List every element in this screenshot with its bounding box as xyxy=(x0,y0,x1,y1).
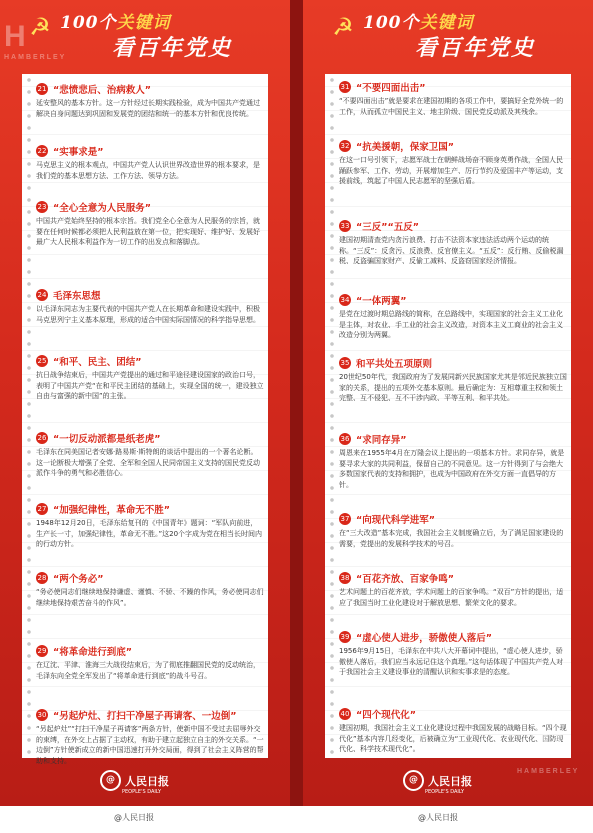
keyword-description: 1956年9月15日，毛泽东在中共八大开幕词中提出，“虚心使人进步，骄傲使人落后，我们应当永远记住这个真理。”这句话体现了中国共产党人对于我国社会主义建设事业的清醒认识和实事求是的态度。 xyxy=(339,647,564,676)
keyword-header xyxy=(36,200,264,214)
keyword-item xyxy=(36,708,264,766)
keyword-description: “务必使同志们继续地保持谦虚、谨慎、不骄、不躁的作风，务必使同志们继续地保持艰苦奋斗的作风”。 xyxy=(36,588,264,607)
keyword-description: 建国初期清查党内贪污浪费、打击不法资本家违法活动两个运动的统称。“三反”：反贪污、反浪费、反官僚主义。“五反”：反行贿、反偷税漏税、反盗骗国家财产、反偷工减料、反盗窃国家经济情报。 xyxy=(339,236,564,265)
keyword-title: “不要四面出击” xyxy=(356,83,426,94)
keyword-number-badge: 22 xyxy=(37,147,47,155)
keyword-header xyxy=(36,354,264,368)
watermark-mark: H xyxy=(541,728,563,761)
keyword-number-badge: 36 xyxy=(340,435,350,443)
keyword-description: 毛泽东在同美国记者安娜·路易斯·斯特朗的谈话中提出的一个著名论断。这一论断极大增强了全党、全军和全国人民同帝国主义支持的国民党反动派作斗争的勇气和必胜信心。 xyxy=(36,448,260,477)
keyword-title: “和平、民主、团结” xyxy=(53,357,142,368)
keyword-number-badge: 30 xyxy=(37,711,47,719)
keyword-item xyxy=(339,293,567,341)
keyword-title: “抗美援朝，保家卫国” xyxy=(356,142,454,153)
keyword-header xyxy=(36,708,264,722)
keyword-title: “百花齐放、百家争鸣” xyxy=(356,574,454,585)
keyword-title: “向现代科学进军” xyxy=(356,515,435,526)
keyword-header xyxy=(339,432,567,446)
keyword-item xyxy=(339,80,567,117)
keyword-header xyxy=(339,571,567,585)
keyword-description: 抗日战争结束后，中国共产党提出的通过和平途径建设国家的政治口号，表明了中国共产党“在和平民主团结的基础上，实现全国的统一，建设独立自由与富强的新中国”的主张。 xyxy=(36,371,264,400)
keyword-number-badge: 29 xyxy=(37,647,47,655)
keyword-number-badge: 40 xyxy=(340,710,350,718)
title-line2: 看百年党史 xyxy=(112,35,233,61)
keyword-header xyxy=(36,502,264,516)
keyword-title: 毛泽东思想 xyxy=(53,291,101,302)
keyword-number-badge: 34 xyxy=(340,296,350,304)
keyword-header xyxy=(339,356,567,370)
keyword-description: 在辽沈、平津、淮海三大战役结束后，为了彻底推翻国民党的反动统治，毛泽东向全党全军发出了“将革命进行到底”的战斗号召。 xyxy=(36,661,260,680)
keyword-header xyxy=(339,630,567,644)
keyword-item xyxy=(36,644,264,681)
keyword-header xyxy=(339,139,567,153)
keyword-number-badge: 37 xyxy=(340,515,350,523)
keyword-header xyxy=(339,512,567,526)
keyword-title: “一体两翼” xyxy=(356,296,407,307)
keyword-title: “实事求是” xyxy=(53,147,104,158)
hammer-sickle-icon: ☭ xyxy=(332,13,354,41)
notebook-paper xyxy=(325,74,571,758)
keyword-description: 建国初期，我国社会主义工业化建设过程中我国发展的战略目标。“四个现代化”基本内容几经变化，后被确立为“工业现代化、农业现代化、国防现代化、科学技术现代化”。 xyxy=(339,724,567,753)
keyword-description: 在“三大改造”基本完成，我国社会主义制度确立后，为了满足国家建设的需要，党提出的发展科学技术的号召。 xyxy=(339,529,564,548)
keyword-number-badge: 39 xyxy=(340,633,350,641)
people-daily-icon: @ xyxy=(403,770,424,791)
keyword-title: 和平共处五项原则 xyxy=(356,359,433,370)
weibo-credit: @人民日报 xyxy=(114,813,154,822)
watermark-text: HAMBERLEY xyxy=(4,54,67,61)
binding-rings xyxy=(329,74,335,758)
keyword-description: 在这一口号引领下，志愿军战士在朝鲜战场奋不顾身英勇作战，全国人民踊跃参军、工作、劳动，开展增加生产、厉行节约及爱国丰产等运动，支援前线，筑起了中国人民志愿军的坚强后盾。 xyxy=(339,156,563,185)
brand-logo xyxy=(403,770,472,795)
keyword-description: 1948年12月20日，毛泽东给复刊的《中国青年》题词：“军队向前进，生产长一寸，加强纪律性，革命无不胜。”这20个字成为党在相当长时间内的行动方针。 xyxy=(36,519,263,548)
keyword-item xyxy=(36,571,264,608)
notebook-paper xyxy=(22,74,268,765)
keyword-number-badge: 23 xyxy=(37,203,47,211)
keyword-number-badge: 21 xyxy=(37,85,47,93)
keyword-header xyxy=(36,144,264,158)
keyword-item xyxy=(36,144,264,181)
keyword-description: “不要四面出击”就是要求在建国初期的各项工作中，要搞好全党外统一的工作，从而孤立中国民主义、地主阶级、国民党反动派及其残余。 xyxy=(339,97,564,116)
keyword-number-badge: 31 xyxy=(340,83,350,91)
keyword-title: “虚心使人进步，骄傲使人落后” xyxy=(356,633,492,644)
keyword-item xyxy=(36,200,264,248)
keyword-title: “加强纪律性，革命无不胜” xyxy=(53,505,170,516)
people-daily-icon: @ xyxy=(100,770,121,791)
keyword-number-badge: 25 xyxy=(37,357,47,365)
title-line1: 100个关键词 xyxy=(60,13,171,33)
keyword-number-badge: 32 xyxy=(340,142,350,150)
keyword-item xyxy=(36,82,264,119)
poster-right xyxy=(303,0,593,806)
keyword-title: “一切反动派都是纸老虎” xyxy=(53,434,161,445)
title-line2: 看百年党史 xyxy=(415,35,536,61)
keyword-number-badge: 33 xyxy=(340,222,350,230)
keyword-title: “求同存异” xyxy=(356,435,407,446)
keyword-item xyxy=(339,219,567,267)
keyword-number-badge: 27 xyxy=(37,505,47,513)
keyword-header xyxy=(36,431,264,445)
keyword-item xyxy=(36,288,264,325)
brand-sub: PEOPLE'S DAILY xyxy=(122,789,162,795)
keyword-header xyxy=(339,80,567,94)
keyword-description: 20世纪50年代，我国政府为了发展同新兴民族国家尤其是邻近民族独立国家的关系，提出的五项外交基本原则。最后确定为：互相尊重主权和领土完整、互不侵犯、互不干涉内政、平等互利、和平共处。 xyxy=(339,373,567,402)
keyword-description: 延安整风的基本方针。这一方针经过长期实践检验，成为中国共产党通过解决自身问题达到巩固和发展党的团结和统一的基本方针和优良传统。 xyxy=(36,99,260,118)
keyword-item xyxy=(36,354,264,402)
keyword-item xyxy=(36,431,264,479)
title-line1: 100个关键词 xyxy=(363,13,474,33)
keyword-number-badge: 38 xyxy=(340,574,350,582)
keyword-number-badge: 24 xyxy=(37,291,47,299)
keyword-number-badge: 28 xyxy=(37,574,47,582)
keyword-item xyxy=(339,707,567,755)
keyword-header xyxy=(36,644,264,658)
watermark-mark: H xyxy=(4,20,26,53)
keyword-title: “另起炉灶、打扫干净屋子再请客、一边倒” xyxy=(53,711,237,722)
keyword-header xyxy=(339,707,567,721)
keyword-title: “将革命进行到底” xyxy=(53,647,132,658)
bottom-bar xyxy=(0,806,593,833)
weibo-credit: @人民日报 xyxy=(418,813,458,822)
poster-left xyxy=(0,0,290,806)
keyword-description: 周恩来在1955年4月在万隆会议上提出的一项基本方针。求同存异，就是要寻求大家的共同利益，保留自己的不同意见。这一方针得到了与会绝大多数国家代表的支持和拥护，也成为中国政府在外交方面一直倡导的方针。 xyxy=(339,449,565,489)
keyword-description: 以毛泽东同志为主要代表的中国共产党人在长期革命和建设实践中，积极马克思列宁主义基本原理，形成的适合中国实际国情况的科学指导思想。 xyxy=(36,305,260,324)
poster-header xyxy=(303,0,593,68)
keyword-header xyxy=(339,293,567,307)
keyword-item xyxy=(339,571,567,608)
keyword-item xyxy=(339,512,567,549)
brand-sub: PEOPLE'S DAILY xyxy=(425,789,465,795)
keyword-item xyxy=(339,356,567,404)
keyword-item xyxy=(36,502,264,550)
keyword-header xyxy=(36,288,264,302)
hammer-sickle-icon: ☭ xyxy=(29,13,51,41)
keyword-title: “两个务必” xyxy=(53,574,104,585)
keyword-item xyxy=(339,630,567,678)
brand-name: 人民日报 xyxy=(125,774,169,788)
keyword-title: “四个现代化” xyxy=(356,710,416,721)
keyword-description: 中国共产党始终坚持的根本宗旨。我们党全心全意为人民服务的宗旨，就要在任何时候都必须把人民利益放在第一位，把实现好、维护好、发展好最广大人民根本利益作为一切工作的出发点和落脚点。 xyxy=(36,217,260,246)
keyword-header xyxy=(339,219,567,233)
keyword-description: 是党在过渡时期总路线的简称，在总路线中，实现国家的社会主义工业化是主体，对农业、手工业的社会主义改造，对资本主义工商业的社会主义改造分别为两翼。 xyxy=(339,310,563,339)
keyword-number-badge: 26 xyxy=(37,434,47,442)
keyword-title: “三反”“五反” xyxy=(356,222,419,233)
brand-name: 人民日报 xyxy=(428,774,472,788)
keyword-item xyxy=(339,432,567,490)
keyword-title: “全心全意为人民服务” xyxy=(53,203,151,214)
panel-divider xyxy=(290,0,303,806)
binding-rings xyxy=(26,74,32,758)
keyword-description: “另起炉灶”“打扫干净屋子再请客”两条方针，使新中国不受过去屈辱外交的束缚，在外交上占据了主动权，有助于建立起独立自主的外交关系。“一边倒”方针使新成立的新中国迅速打开外交局面，得到了社会主义阵营的帮助和支持。 xyxy=(36,725,264,765)
keyword-header xyxy=(36,82,264,96)
keyword-header xyxy=(36,571,264,585)
brand-logo xyxy=(100,770,169,795)
keyword-item xyxy=(339,139,567,187)
keyword-description: 马克思主义的根本观点，中国共产党人认识世界改造世界的根本要求，是我们党的基本思想方法、工作方法、领导方法。 xyxy=(36,161,260,180)
keyword-description: 艺术问题上的百花齐放，学术问题上的百家争鸣。“双百”方针的提出，适应了我国当时工业化建设对于解放思想、繁荣文化的要求。 xyxy=(339,588,564,607)
keyword-number-badge: 35 xyxy=(340,359,350,367)
keyword-title: “悲愤悲后、治病救人” xyxy=(53,85,151,96)
watermark-text: HAMBERLEY xyxy=(517,768,580,775)
